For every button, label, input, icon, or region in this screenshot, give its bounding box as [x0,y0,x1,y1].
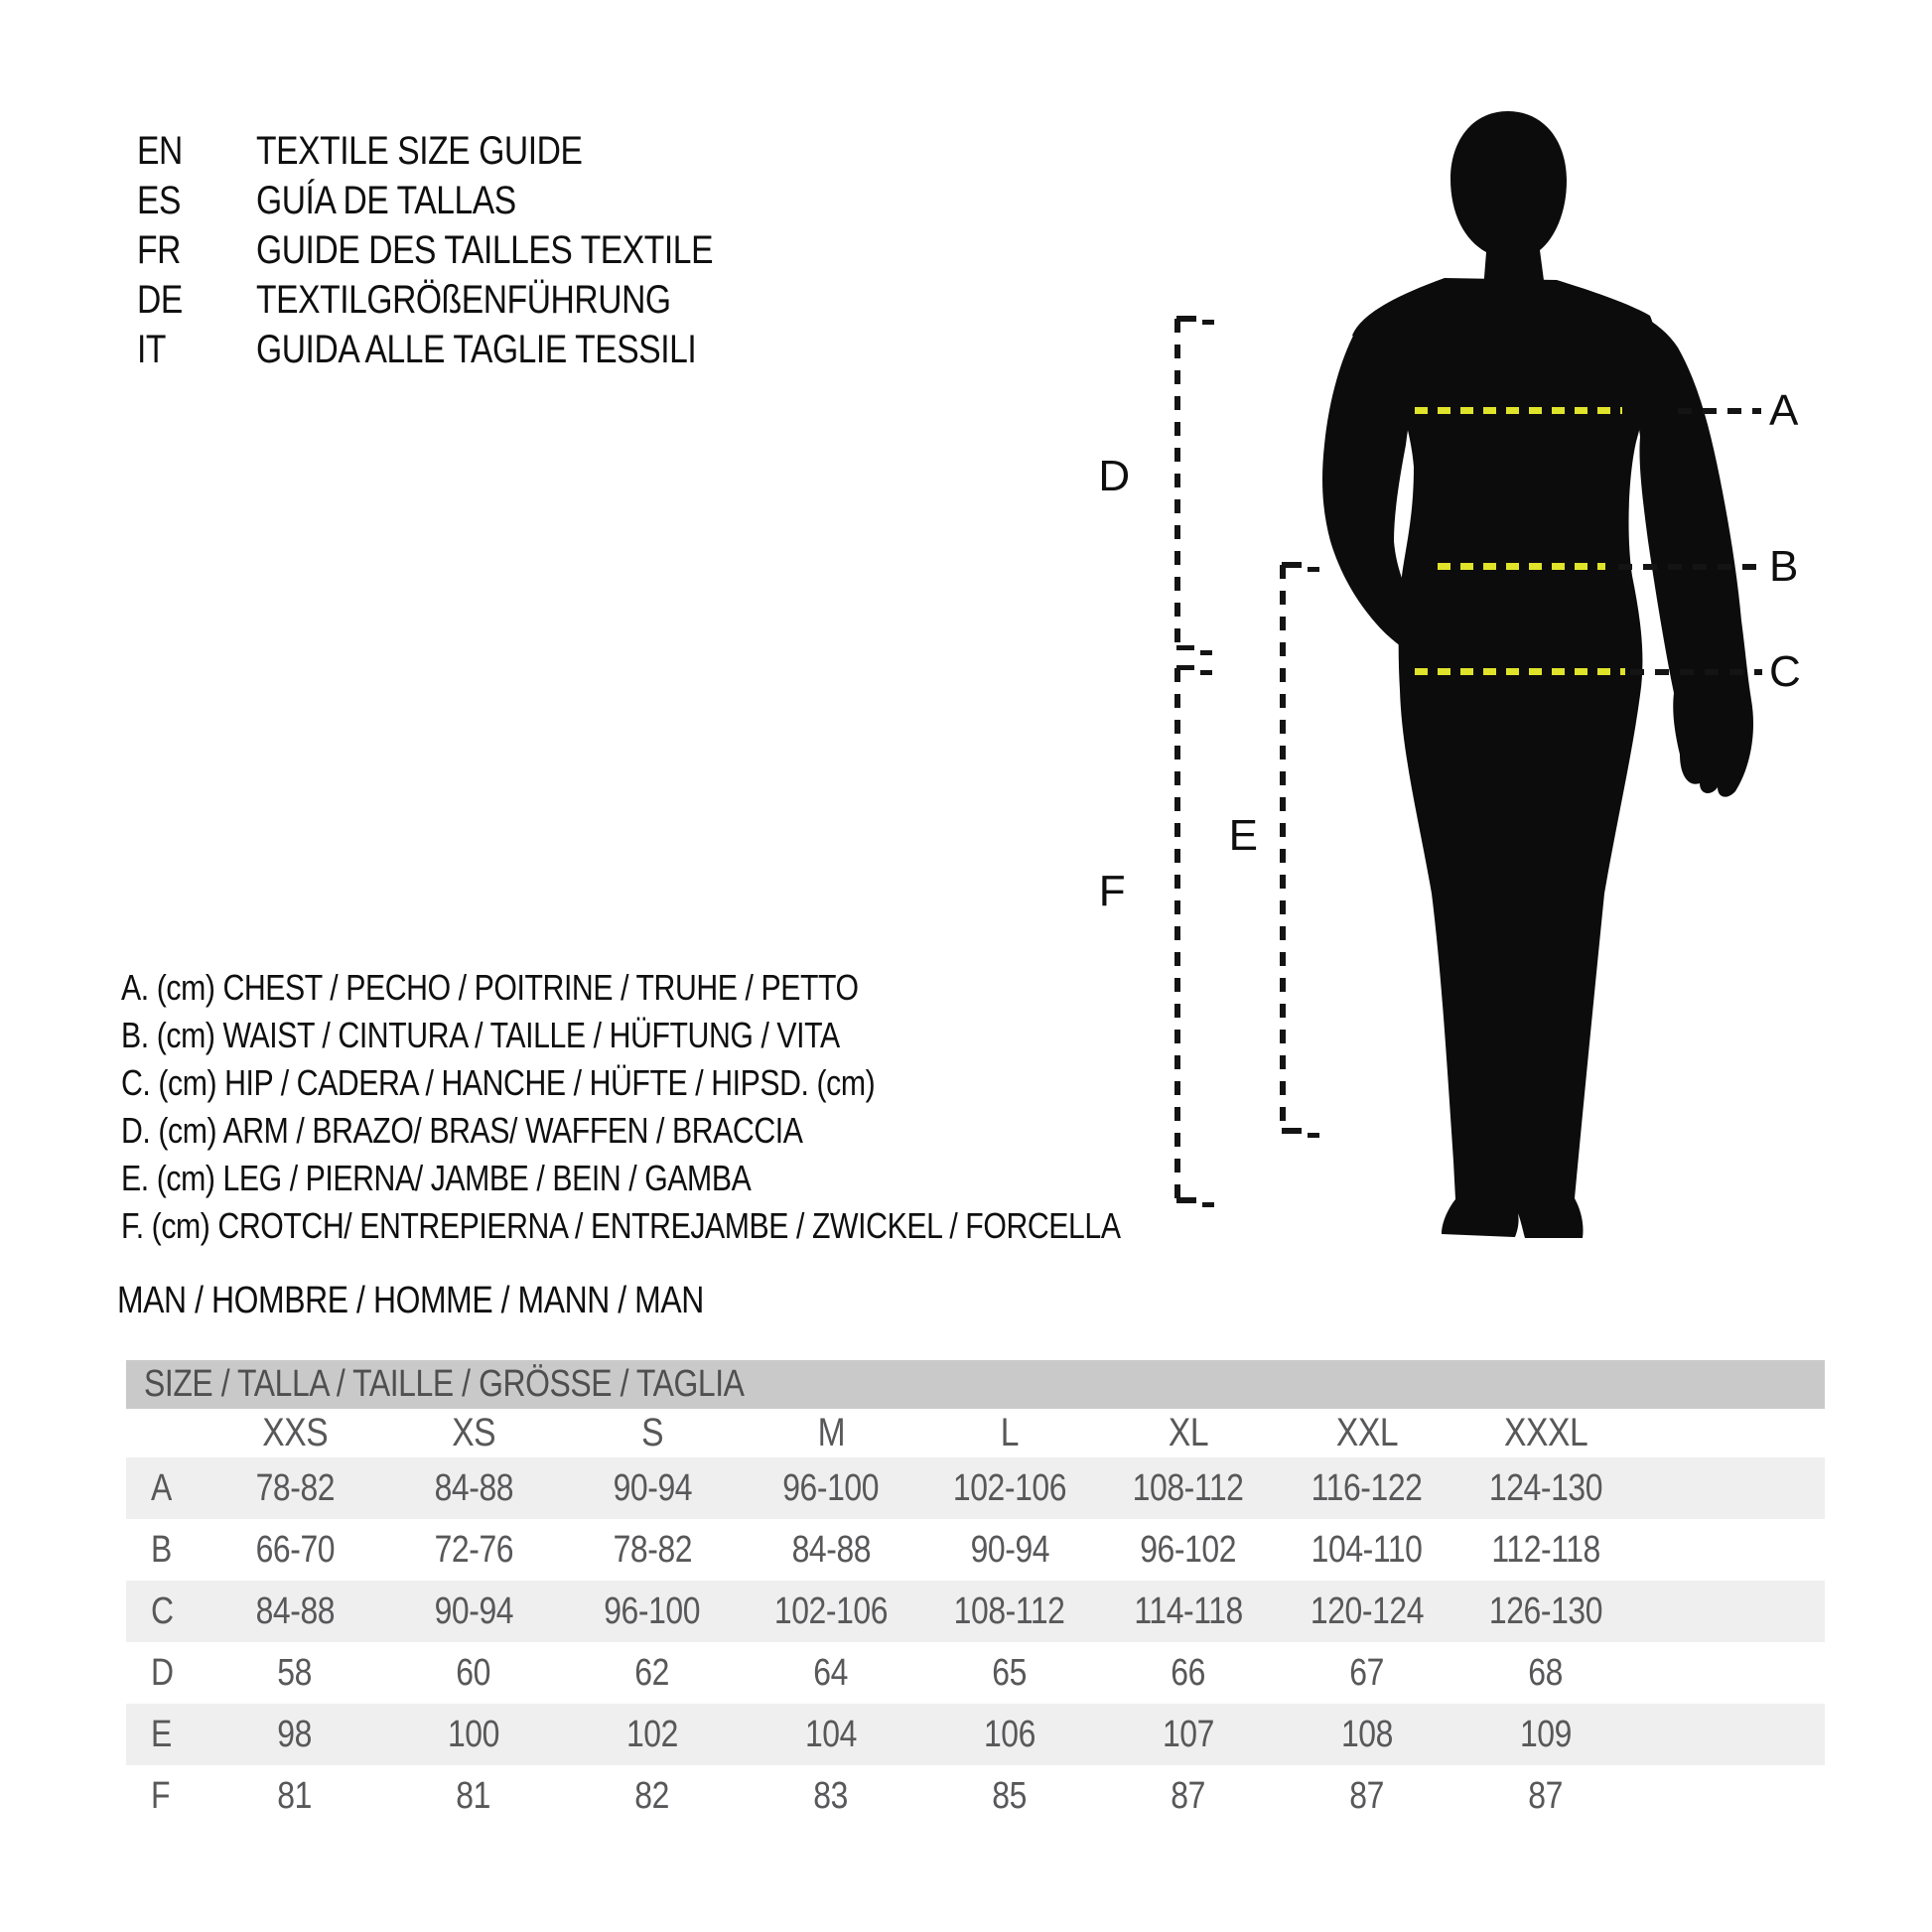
waist-label: B [1769,542,1798,591]
value-cell [920,1519,1099,1581]
category-line [117,1277,815,1324]
value-text: 82 [634,1774,670,1817]
value-text: 96-100 [782,1466,880,1509]
value-cell [742,1765,920,1827]
table-row [126,1704,1825,1765]
value-text: 100 [447,1713,500,1755]
value-text: 68 [1528,1651,1564,1694]
value-cell [1456,1581,1635,1642]
value-text: 114-118 [1134,1589,1243,1632]
value-cell [563,1642,742,1704]
legend-text: A. (cm) CHEST / PECHO / POITRINE / TRUHE / PETTO [121,967,859,1008]
row-label: A [151,1466,172,1509]
value-text: 102 [625,1713,679,1755]
language-code: IT [137,328,167,371]
size-table-body [126,1457,1825,1827]
value-text: 81 [277,1774,313,1817]
table-row [126,1765,1825,1827]
value-cell [1456,1765,1635,1827]
size-column-label: S [641,1411,663,1454]
language-label: TEXTILE SIZE GUIDE [256,129,583,173]
language-row [137,126,800,176]
size-column-label: L [1000,1411,1020,1454]
value-text: 116-122 [1311,1466,1423,1509]
value-text: 90-94 [434,1589,513,1632]
arm-measure-tick-bottom-2 [1200,650,1212,655]
row-tail [1635,1765,1825,1827]
value-cell [742,1581,920,1642]
value-cell [563,1457,742,1519]
value-cell [563,1765,742,1827]
value-text: 96-100 [604,1589,701,1632]
size-column-label: XL [1168,1411,1209,1454]
value-text: 58 [277,1651,313,1694]
value-cell [1278,1765,1456,1827]
row-label-cell [126,1581,206,1642]
size-column-label: XXS [262,1411,328,1454]
row-tail [1635,1642,1825,1704]
row-label-cell [126,1519,206,1581]
value-cell [1278,1642,1456,1704]
value-cell [742,1457,920,1519]
value-cell [1099,1519,1278,1581]
value-cell [563,1704,742,1765]
legend-row [121,964,1311,1012]
chest-line-dash-black [1678,408,1761,414]
arm-measure-tick-bottom [1176,645,1194,650]
size-column-label: XXL [1335,1411,1399,1454]
hip-line-dash-black [1630,669,1762,675]
row-tail [1635,1519,1825,1581]
value-text: 90-94 [613,1466,692,1509]
language-code: FR [137,228,181,272]
value-cell [1456,1704,1635,1765]
table-row [126,1642,1825,1704]
size-column-label: M [817,1411,845,1454]
value-text: 106 [983,1713,1036,1755]
legend-row [121,1155,1311,1202]
row-tail [1635,1457,1825,1519]
legend-text: D. (cm) ARM / BRAZO/ BRAS/ WAFFEN / BRACCIA [121,1110,803,1151]
language-code: EN [137,129,183,173]
value-cell [1099,1642,1278,1704]
size-columns-tail [1635,1409,1825,1457]
value-cell [742,1519,920,1581]
language-label: TEXTILGRÖßENFÜHRUNG [256,278,671,322]
row-label-cell [126,1765,206,1827]
value-text: 120-124 [1310,1589,1425,1632]
value-cell [206,1642,384,1704]
hip-label: C [1769,647,1801,696]
value-cell [563,1519,742,1581]
row-label-cell [126,1457,206,1519]
value-cell [1456,1519,1635,1581]
table-row [126,1581,1825,1642]
value-cell [1278,1457,1456,1519]
language-row [137,225,800,275]
chest-label: A [1769,386,1798,435]
size-table-header-bar [126,1360,1825,1409]
row-label-cell [126,1704,206,1765]
hip-line-dash-yellow [1415,668,1625,675]
arm-label: D [1098,452,1130,500]
value-text: 83 [813,1774,849,1817]
value-cell [1099,1765,1278,1827]
value-text: 102-106 [952,1466,1067,1509]
row-label: E [151,1713,172,1755]
value-text: 102-106 [773,1589,889,1632]
language-row [137,176,800,225]
measurement-legend [121,964,1311,1250]
value-text: 96-102 [1140,1528,1237,1571]
value-text: 108-112 [1133,1466,1244,1509]
waist-line-dash-yellow [1438,563,1605,570]
size-column-header [1456,1409,1635,1457]
crotch-measure-tick-top-2 [1200,670,1212,675]
size-column-label: XXXL [1503,1411,1588,1454]
value-text: 112-118 [1491,1528,1600,1571]
size-column-header [920,1409,1099,1457]
value-text: 67 [1349,1651,1385,1694]
value-cell [384,1765,563,1827]
value-cell [384,1642,563,1704]
value-text: 72-76 [434,1528,513,1571]
value-cell [1456,1457,1635,1519]
value-text: 84-88 [791,1528,871,1571]
value-cell [384,1581,563,1642]
value-text: 107 [1162,1713,1215,1755]
value-text: 66-70 [255,1528,335,1571]
leg-measure-tick-top [1282,562,1302,568]
arm-measure-tick-top-2 [1202,320,1214,325]
size-column-header [563,1409,742,1457]
value-text: 87 [1349,1774,1385,1817]
value-cell [742,1642,920,1704]
value-text: 64 [813,1651,849,1694]
value-cell [920,1765,1099,1827]
row-label-cell [126,1642,206,1704]
value-text: 126-130 [1488,1589,1603,1632]
value-text: 108 [1340,1713,1394,1755]
waist-line-dash-black [1618,564,1759,570]
row-tail [1635,1581,1825,1642]
language-code: ES [137,179,181,222]
value-cell [384,1704,563,1765]
size-column-label: XS [452,1411,495,1454]
size-column-header [1099,1409,1278,1457]
value-cell [1278,1519,1456,1581]
language-row [137,325,800,374]
language-row [137,275,800,325]
value-text: 124-130 [1488,1466,1603,1509]
arm-measure-tick-top [1176,316,1196,322]
chest-line-dash-yellow [1415,407,1622,414]
value-text: 87 [1528,1774,1564,1817]
row-label: F [151,1774,171,1817]
value-text: 85 [992,1774,1028,1817]
table-row [126,1457,1825,1519]
value-cell [1456,1642,1635,1704]
row-label: D [151,1651,174,1694]
leg-label: E [1228,811,1258,860]
value-text: 87 [1171,1774,1206,1817]
legend-text: C. (cm) HIP / CADERA / HANCHE / HÜFTE / HIPSD. (cm) [121,1062,876,1103]
language-title-block [137,126,800,374]
size-columns-spacer [126,1409,206,1457]
legend-text: F. (cm) CROTCH/ ENTREPIERNA / ENTREJAMBE / ZWICKEL / FORCELLA [121,1205,1121,1246]
value-cell [206,1581,384,1642]
value-cell [206,1519,384,1581]
value-cell [384,1519,563,1581]
size-columns-row [126,1409,1825,1457]
value-text: 90-94 [970,1528,1049,1571]
value-text: 84-88 [255,1589,335,1632]
value-text: 109 [1519,1713,1573,1755]
legend-row [121,1202,1311,1250]
legend-text: E. (cm) LEG / PIERNA/ JAMBE / BEIN / GAMBA [121,1158,752,1198]
value-text: 78-82 [613,1528,692,1571]
value-text: 81 [456,1774,491,1817]
language-label: GUÍA DE TALLAS [256,179,516,222]
legend-row [121,1107,1311,1155]
value-text: 104-110 [1311,1528,1423,1571]
value-text: 62 [634,1651,670,1694]
arm-measure-line [1174,319,1180,650]
value-cell [206,1765,384,1827]
value-cell [920,1457,1099,1519]
value-text: 104 [804,1713,858,1755]
size-column-header [1278,1409,1456,1457]
value-text: 60 [456,1651,491,1694]
size-column-header [206,1409,384,1457]
row-label: B [151,1528,172,1571]
value-text: 66 [1171,1651,1206,1694]
value-cell [1278,1581,1456,1642]
table-row [126,1519,1825,1581]
legend-row [121,1059,1311,1107]
legend-text: B. (cm) WAIST / CINTURA / TAILLE / HÜFTUNG / VITA [121,1015,840,1055]
value-cell [920,1581,1099,1642]
language-code: DE [137,278,183,322]
value-text: 65 [992,1651,1028,1694]
value-cell [1099,1581,1278,1642]
value-cell [384,1457,563,1519]
row-tail [1635,1704,1825,1765]
value-cell [206,1457,384,1519]
size-table-header-text: SIZE / TALLA / TAILLE / GRÖSSE / TAGLIA [144,1363,745,1405]
size-table [126,1360,1825,1827]
value-cell [1099,1457,1278,1519]
value-text: 108-112 [954,1589,1065,1632]
value-cell [920,1704,1099,1765]
value-text: 84-88 [434,1466,513,1509]
value-cell [563,1581,742,1642]
language-label: GUIDE DES TAILLES TEXTILE [256,228,714,272]
legend-row [121,1012,1311,1059]
row-label: C [151,1589,174,1632]
man-head-shape [1450,111,1567,297]
language-label: GUIDA ALLE TAGLIE TESSILI [256,328,697,371]
value-cell [1278,1704,1456,1765]
size-column-header [742,1409,920,1457]
category-line-text: MAN / HOMBRE / HOMME / MANN / MAN [117,1280,704,1321]
leg-measure-tick-top-2 [1308,567,1319,572]
value-text: 78-82 [255,1466,335,1509]
crotch-measure-tick-top [1176,665,1194,670]
value-text: 98 [277,1713,313,1755]
value-cell [1099,1704,1278,1765]
value-cell [742,1704,920,1765]
value-cell [206,1704,384,1765]
crotch-label: F [1098,867,1126,915]
value-cell [920,1642,1099,1704]
size-column-header [384,1409,563,1457]
